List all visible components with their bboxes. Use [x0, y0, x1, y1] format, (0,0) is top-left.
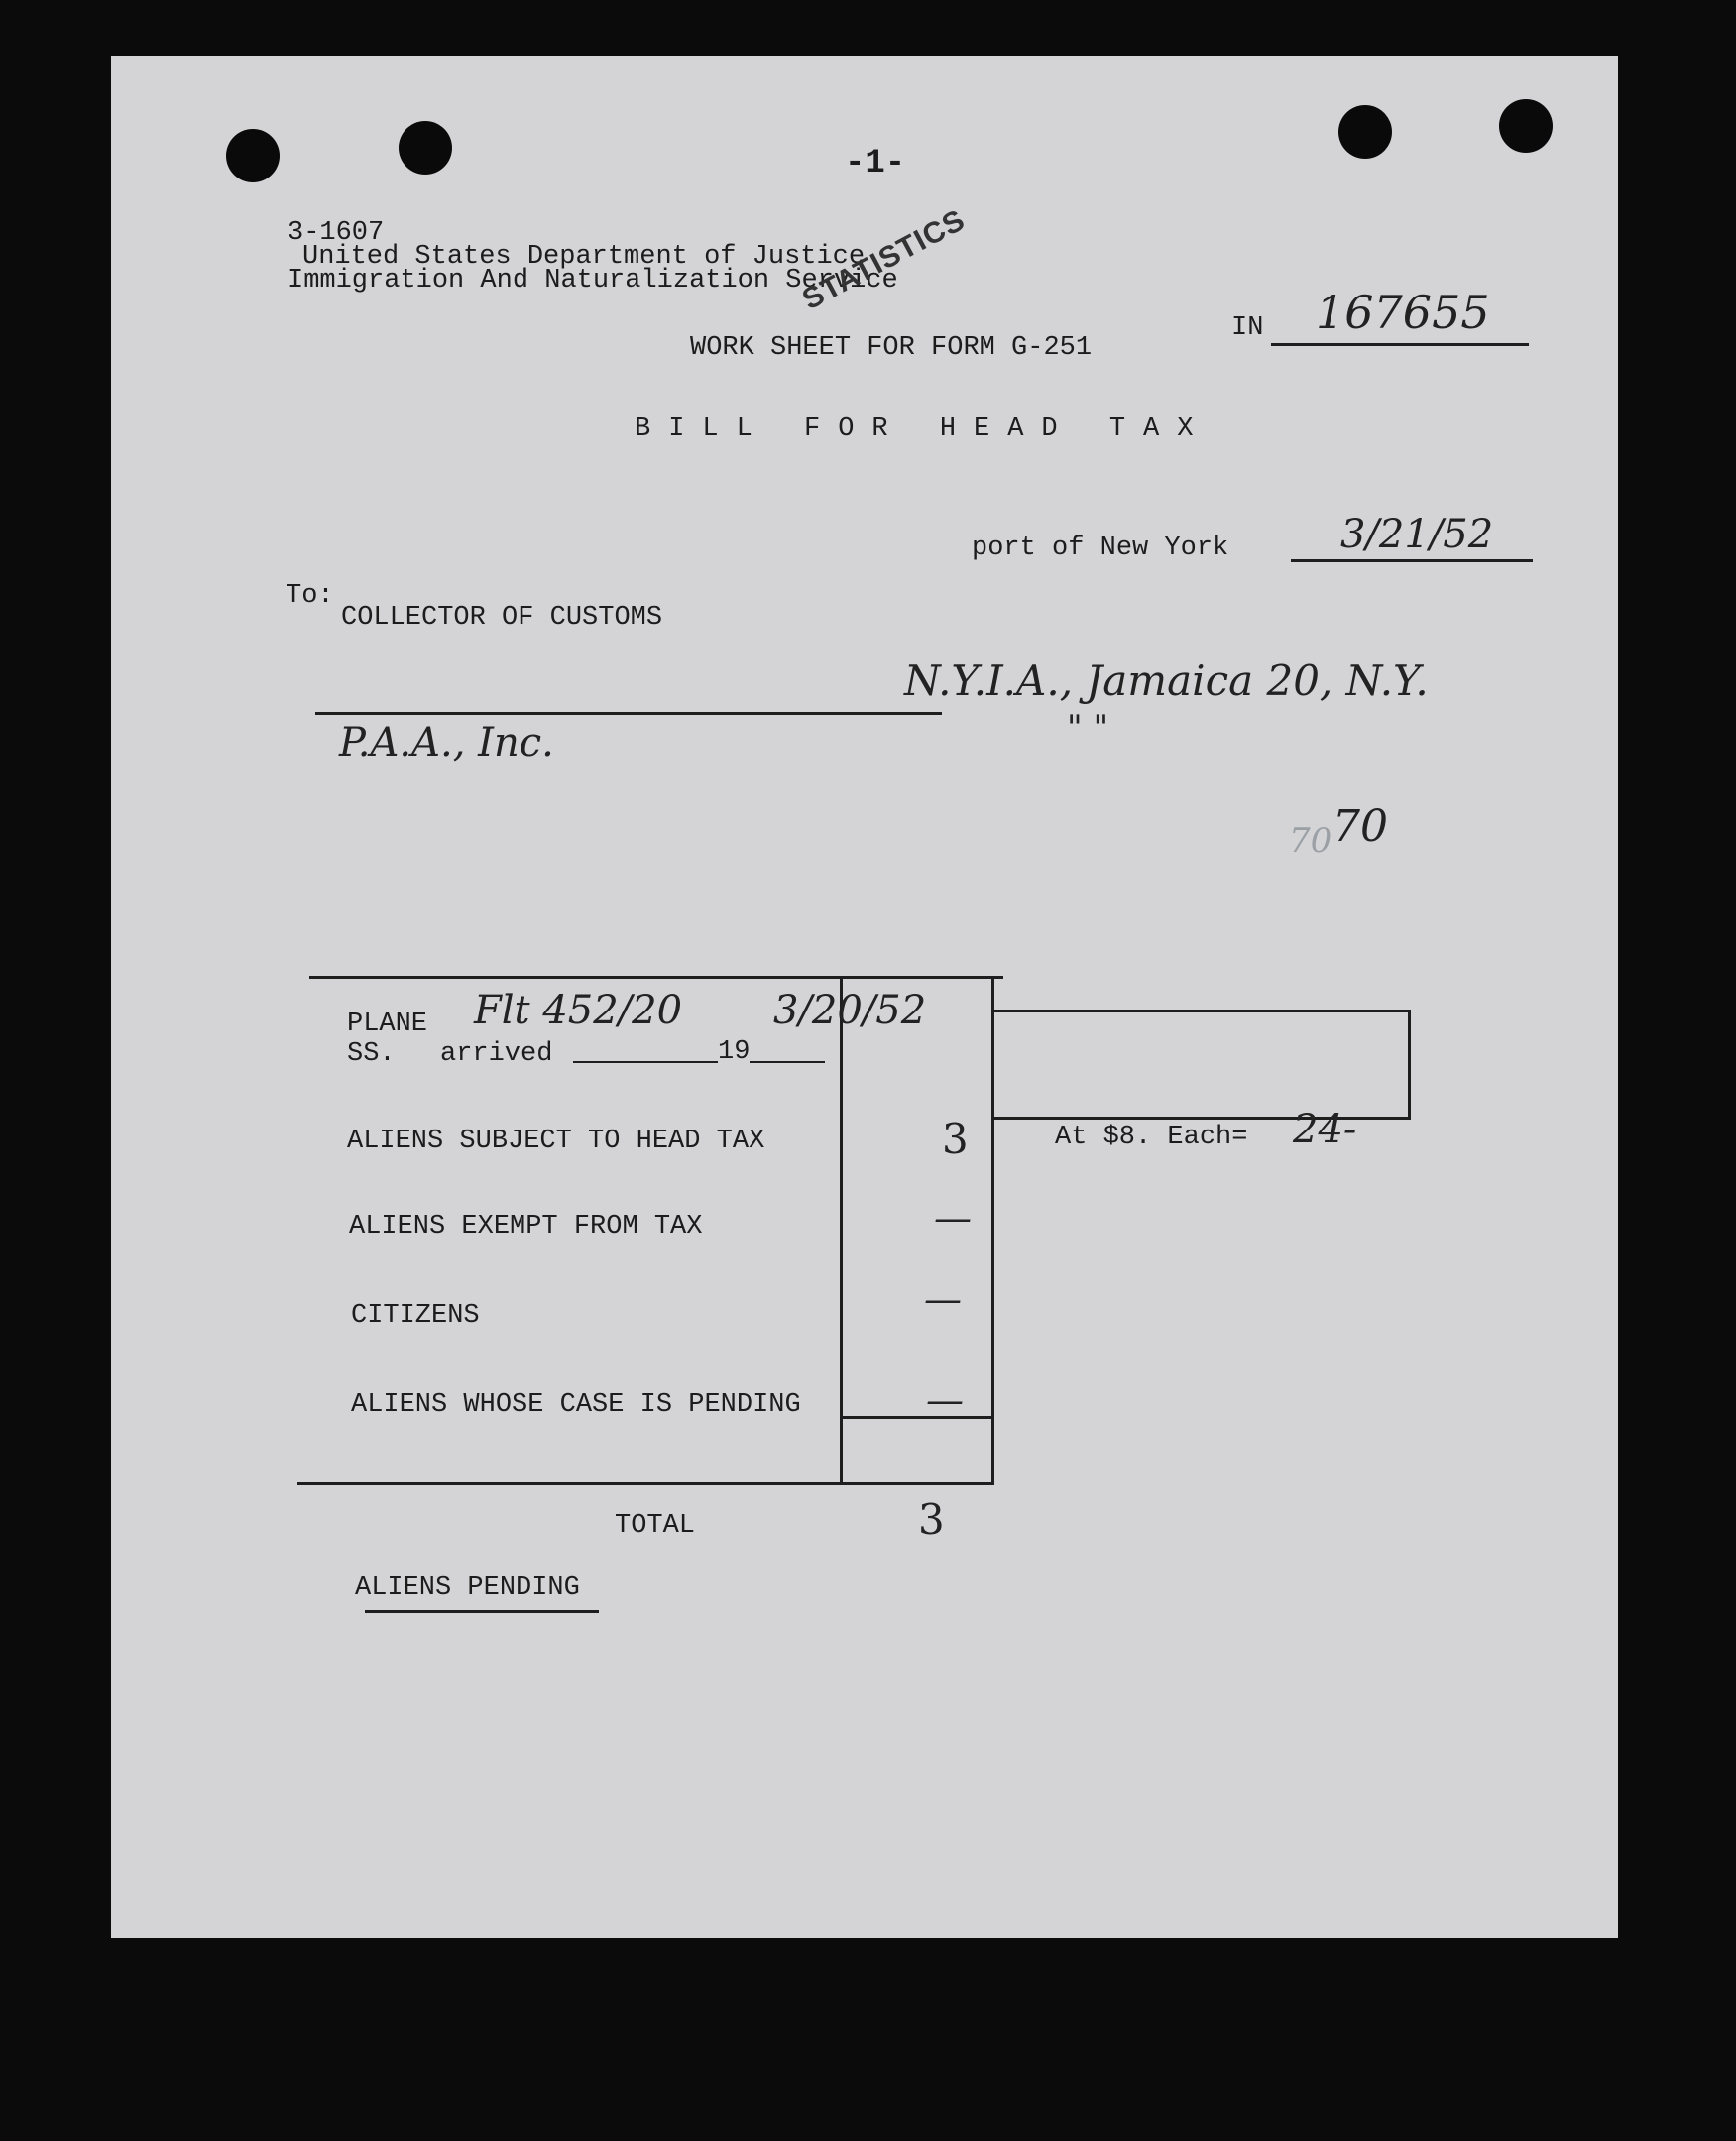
address-underline — [315, 712, 942, 715]
aliens-pending-label: ALIENS PENDING — [355, 1573, 580, 1603]
row-label-exempt: ALIENS EXEMPT FROM TAX — [349, 1212, 703, 1242]
punch-hole-icon — [1499, 99, 1553, 153]
recipient-name: COLLECTOR OF CUSTOMS — [341, 603, 663, 633]
port-date-handwritten: 3/21/52 — [1340, 512, 1494, 557]
carrier-handwritten: P.A.A., Inc. — [339, 720, 554, 766]
department-name: United States Department of Justice — [302, 242, 866, 272]
plane-date-handwritten: 3/20/52 — [773, 988, 927, 1033]
ditto-marks: " " — [1067, 708, 1109, 748]
table-bottom-border — [297, 1482, 994, 1485]
row-value-citizens: — — [924, 1277, 962, 1321]
port-label: port of New York — [972, 534, 1229, 563]
table-total-rule — [840, 1416, 994, 1419]
port-date-underline — [1291, 559, 1533, 562]
handwritten-code: 70 — [1332, 801, 1388, 852]
table-inner-divider — [840, 976, 843, 1484]
plane-label: PLANE — [347, 1010, 428, 1039]
table-top-border — [309, 976, 1003, 979]
row-label-citizens: CITIZENS — [351, 1301, 480, 1331]
rate-amount-handwritten: 24- — [1293, 1107, 1357, 1152]
rate-label: At $8. Each= — [1055, 1123, 1248, 1152]
service-name: Immigration And Naturalization Service — [288, 266, 898, 296]
punch-hole-icon — [1338, 105, 1392, 159]
row-value-pending: — — [926, 1378, 964, 1422]
total-label: TOTAL — [615, 1511, 696, 1541]
year-label: 19 — [718, 1037, 751, 1067]
form-code-number: 3-1607 — [288, 218, 385, 248]
in-label: IN — [1231, 313, 1264, 343]
to-label: To: — [286, 581, 334, 611]
worksheet-title: WORK SHEET FOR FORM G-251 — [690, 333, 1093, 363]
rate-box-right — [1408, 1010, 1411, 1119]
row-label-subject: ALIENS SUBJECT TO HEAD TAX — [347, 1127, 765, 1156]
ss-label: SS. — [347, 1039, 396, 1069]
punch-hole-icon — [226, 129, 280, 182]
row-value-exempt: — — [934, 1196, 972, 1240]
statistics-stamp: STATISTICS — [797, 203, 971, 317]
in-number-underline — [1271, 343, 1529, 346]
aliens-pending-underline — [365, 1610, 599, 1613]
document-page — [111, 56, 1618, 1938]
table-right-border — [991, 976, 994, 1484]
rate-box-top — [994, 1010, 1411, 1012]
faint-code: 70 — [1289, 821, 1332, 861]
row-value-subject: 3 — [942, 1115, 969, 1163]
worksheet-subtitle: BILL FOR HEAD TAX — [635, 415, 1212, 444]
arrived-label: arrived — [440, 1039, 553, 1069]
location-handwritten: N.Y.I.A., Jamaica 20, N.Y. — [904, 656, 1429, 705]
total-value: 3 — [918, 1495, 945, 1544]
plane-flight-handwritten: Flt 452/20 — [474, 988, 683, 1033]
arrived-underline — [573, 1061, 825, 1063]
punch-hole-icon — [399, 121, 452, 175]
in-number-handwritten: 167655 — [1316, 286, 1490, 339]
row-label-pending: ALIENS WHOSE CASE IS PENDING — [351, 1390, 801, 1420]
page-mark: -1- — [845, 145, 906, 182]
